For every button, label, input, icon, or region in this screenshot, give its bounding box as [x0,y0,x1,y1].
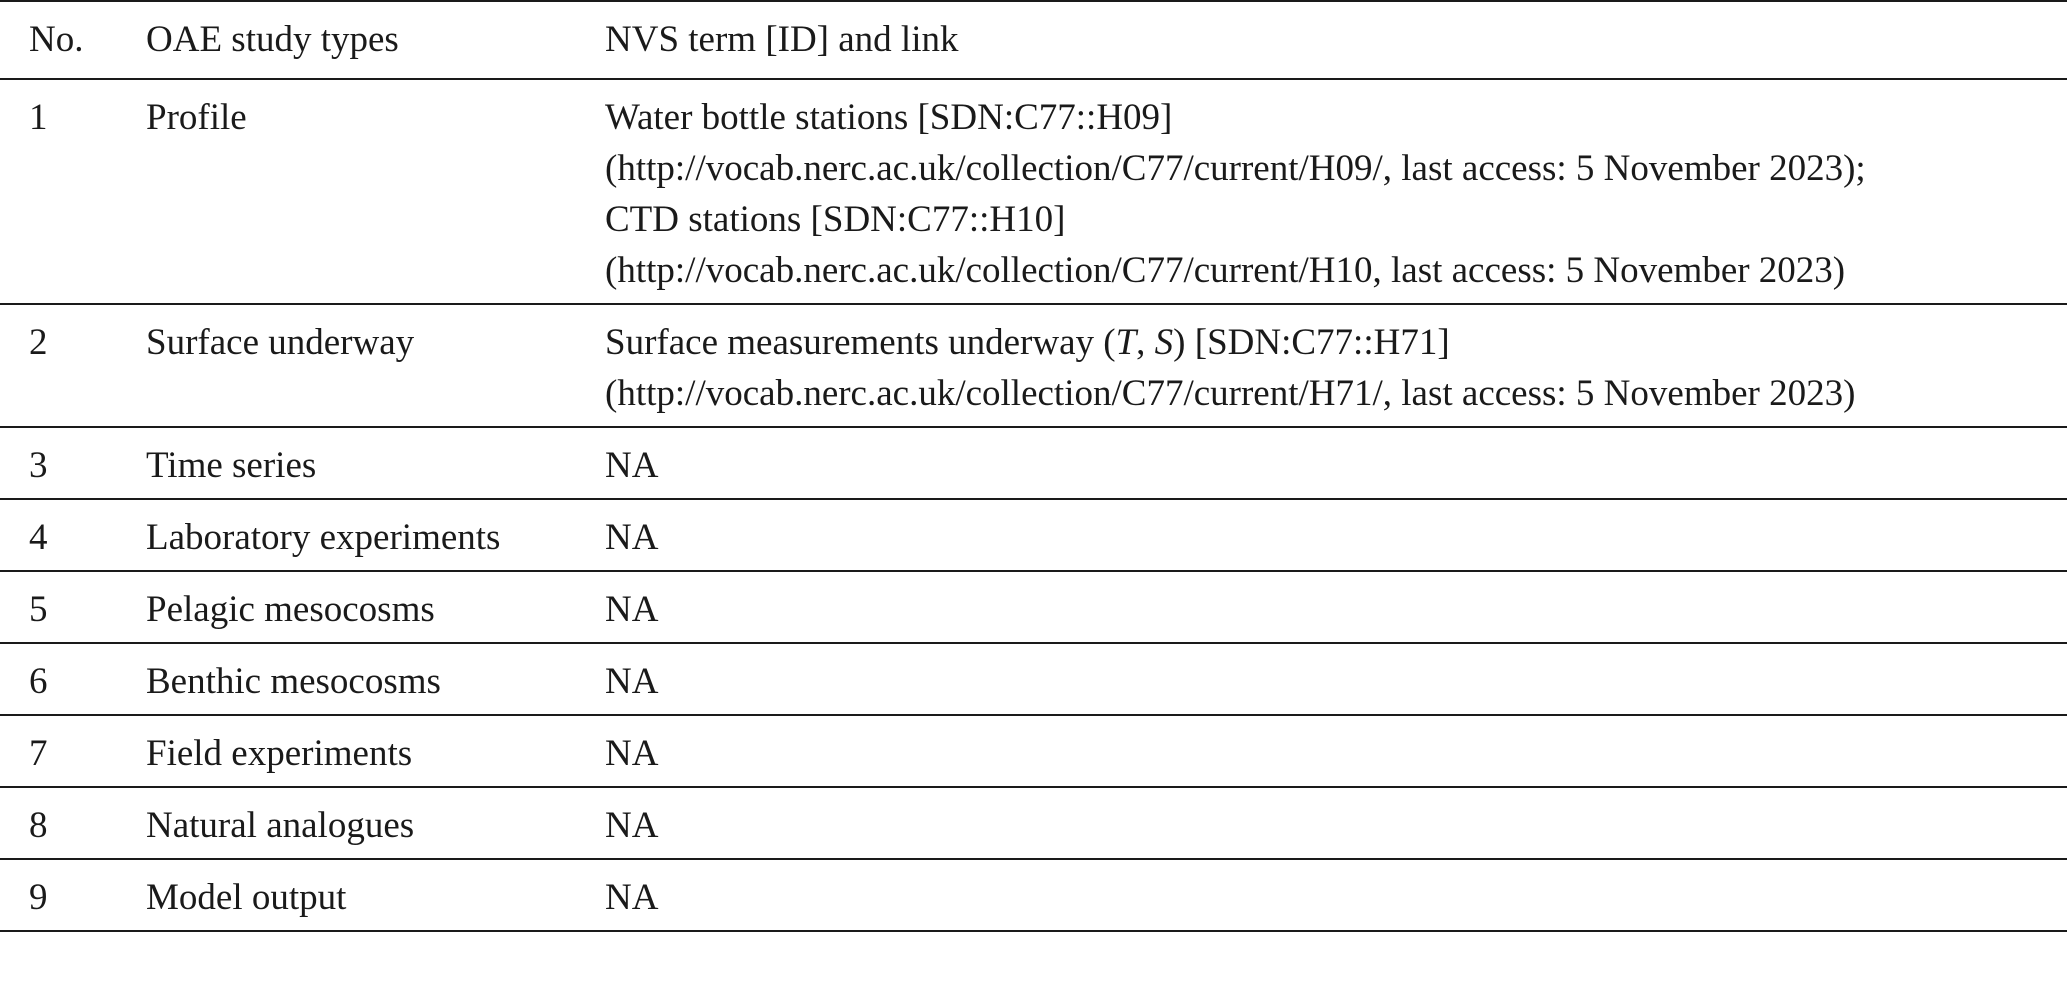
header-no: No. [0,1,146,79]
nvs-term-text: Surface measurements underway ( [605,322,1116,363]
study-type: Laboratory experiments [146,499,605,571]
study-type: Natural analogues [146,787,605,859]
row-number: 5 [0,571,146,643]
nvs-term: NA [605,571,2067,643]
study-type: Pelagic mesocosms [146,571,605,643]
nvs-term-line: CTD stations [SDN:C77::H10] [605,199,1066,240]
nvs-term-link: (http://vocab.nerc.ac.uk/collection/C77/current/H71/, last access: 5 November 2023) [605,373,1856,414]
table-row [0,499,2067,571]
row-number: 9 [0,859,146,931]
header-row [0,1,2067,79]
row-number: 8 [0,787,146,859]
row-number: 3 [0,427,146,499]
row-number: 1 [0,79,146,304]
table-header [0,1,2067,79]
table-body [0,79,2067,931]
nvs-term: NA [605,859,2067,931]
nvs-term-text: ) [SDN:C77::H71] [1173,322,1450,363]
nvs-term: NA [605,643,2067,715]
nvs-term: NA [605,427,2067,499]
table-row [0,427,2067,499]
math-symbol-t: T [1115,322,1137,363]
row-number: 2 [0,304,146,427]
nvs-term-separator: , [1136,322,1155,363]
table-row [0,787,2067,859]
row-number: 7 [0,715,146,787]
nvs-term: NA [605,499,2067,571]
study-type: Time series [146,427,605,499]
study-type: Surface underway [146,304,605,427]
nvs-term-line: Water bottle stations [SDN:C77::H09] [605,97,1173,138]
nvs-term-link: (http://vocab.nerc.ac.uk/collection/C77/current/H10, last access: 5 November 2023) [605,250,1846,291]
table-row [0,304,2067,427]
nvs-term [605,304,2067,427]
row-number: 6 [0,643,146,715]
study-type: Model output [146,859,605,931]
table-row [0,715,2067,787]
header-nvs-term: NVS term [ID] and link [605,1,2067,79]
nvs-term [605,79,2067,304]
table-row [0,571,2067,643]
study-type: Profile [146,79,605,304]
nvs-term: NA [605,787,2067,859]
table-row [0,79,2067,304]
nvs-term: NA [605,715,2067,787]
study-type: Field experiments [146,715,605,787]
header-study-type: OAE study types [146,1,605,79]
row-number: 4 [0,499,146,571]
nvs-term-link: (http://vocab.nerc.ac.uk/collection/C77/current/H09/, last access: 5 November 2023); [605,148,1866,189]
math-symbol-s: S [1154,322,1174,363]
study-type: Benthic mesocosms [146,643,605,715]
nvs-term-line [605,317,2047,368]
table-row [0,859,2067,931]
table-row [0,643,2067,715]
